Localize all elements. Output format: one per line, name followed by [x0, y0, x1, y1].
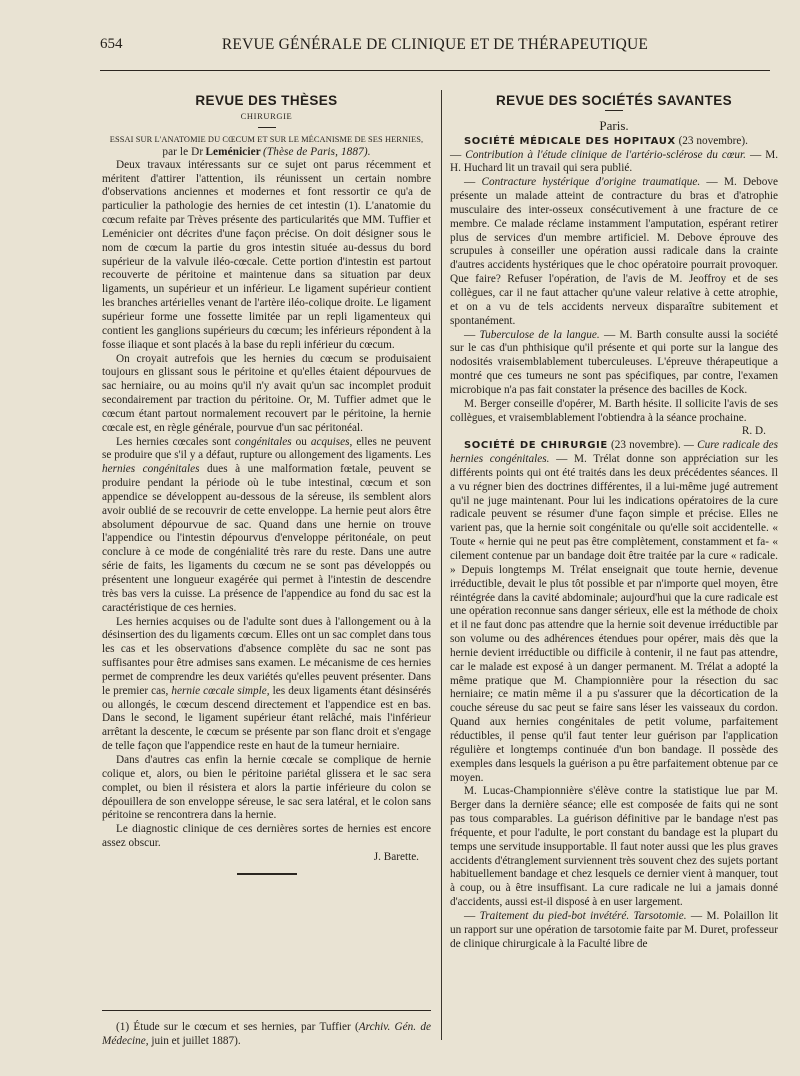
- article-signature: J. Barette.: [373, 850, 419, 863]
- article-end-mark: [237, 873, 297, 875]
- article-title: ESSAI SUR L'ANATOMIE DU CŒCUM ET SUR LE MÉCANISME DE SES HERNIES,: [109, 134, 424, 144]
- paragraph: — Tuberculose de la langue. — M. Barth consulte aussi la société sur le cas d'un phthisique qu'il présente et qui porte sur la langue des nodosités vraisemblablement tuberculeuses. L'épreuve thérapeutique a montré que ces tumeurs ne sont pas spécifiques, par contre, l'examen microbique n'a pas fait constater la présence des bacilles de Kock.: [450, 328, 779, 396]
- running-title: REVUE GÉNÉRALE DE CLINIQUE ET DE THÉRAPEUTIQUE: [221, 36, 649, 53]
- paragraph: — Contribution à l'étude clinique de l'artério-sclérose du cœur. — M. H. Huchard lit un travail qui sera publié.: [450, 148, 779, 175]
- paragraph: Deux travaux intéressants sur ce sujet ont parus récemment et méritent d'attirer l'attention, ils réunissent un certain nombre d'observations anciennes et modernes et font ressortir ce qu'a de particulier la pathologie des hernies de cet intestin (1). L'anatomie du cœcum refaite par Trèves présente des particularités que MM. Tuffier et Leménicier ont décrites d'une façon précise. On doit désigner sous le nom de cœcum la partie du gros intestin située au-dessus du bord supérieur de la valvule iléo-cœcale. Cette portion d'intestin est partout recouverte de péritoine et maintenue dans sa situation par deux ligaments, un supérieur et un inférieur. Le ligament supérieur contient les branches artérielles venant de l'artère iléo-colique droite. Le ligament supérieur forme une fossette limitée par un repli ligamenteux qui contient les ganglions supérieurs du cœcum; les inférieurs répondent à la fosse iliaque et sont placés à la base du repli inférieur du cœcum.: [102, 158, 431, 351]
- right-column: [450, 86, 778, 951]
- header-rule: [100, 70, 770, 71]
- section-subtitle: CHIRURGIE: [240, 110, 293, 121]
- paragraph: — Contracture hystérique d'origine traumatique. — M. Debove présente un malade atteint de contracture du bras et d'atrophie musculaire des inter-osseux consécutivement à une fracture de ce membre. Ce malade réclame instamment l'amputation, espérant retirer plus de services d'un membre artificiel. M. Debove éprouve des scrupules à conseiller une opération aussi radicale dans la crainte d'autres accidents hystériques que le choc opératoire pourrait provoquer. Que faire? Refuser l'opération, de l'avis de M. Jeoffroy et de ses collègues, car il ne faut attacher qu'une valeur relative à cette atrophie, et on a vu de tels accidents nerveux disparaître subitement et spontanément.: [450, 176, 779, 327]
- report-signature: R. D.: [741, 425, 766, 438]
- paragraph: — Traitement du pied-bot invétéré. Tarsotomie. — M. Polaillon lit un rapport sur une opération de tarsotomie faite par M. Duret, professeur de clinique chirurgicale à la Faculté libre de: [450, 909, 778, 950]
- paragraph: M. Berger conseille d'opérer, M. Barth hésite. Il sollicite l'avis de ses collègues, et vraisemblablement l'obtiendra à la séance prochaine.: [450, 397, 778, 424]
- section-dash: [605, 110, 623, 111]
- footnote: (1) Étude sur le cœcum et ses hernies, par Tuffier (Archiv. Gén. de Médecine, juin et juillet 1887).: [102, 1021, 431, 1047]
- page-number: 654: [100, 36, 123, 52]
- paragraph: M. Lucas-Championnière s'élève contre la statistique lue par M. Berger dans la dernière séance; elle est composée de faits qui ne sont pas tous comparables. La guérison définitive par le bandage n'est pas fréquente, et pour l'adulte, le port constant du bandage est la plupart du temps une servitude insupportable. Il faut noter aussi que les plus graves accidents d'étranglement surviennent très souvent chez des sujets portant habituellement bandage et chez lesquels ce dernier vient à manquer, tout à coup, ou à être insuffisant. La cure radicale ne lui a jamais donné d'accidents, aussi est-il disposé à en user largement.: [450, 785, 778, 909]
- left-column: [102, 86, 431, 885]
- paragraph: Les hernies cœcales sont congénitales ou acquises, elles ne peuvent se produire que s'il y a défaut, rupture ou allongement des ligaments. Les hernies congénitales dues à une malformation fœtale, peuvent se produire pendant la période où le tube intestinal, cœcum et son appendice se développent au-dessous de la séreuse, ils semblent alors avoir oublié de se recouvrir de cette enveloppe. La hernie peut alors être absolument dépourvue de sac. Quand dans une hernie on trouve l'appendice ou l'intestin dépourvus d'enveloppe péritonéale, on peut conclure à ce mode de congénialité très rare du reste. Dans une autre série de faits, les ligaments du cœcum ne se sont pas développés ou présentent une longueur exagérée qui permet à l'intestin de descendre très bas vers la cuisse. La présence de l'appendice au fond du sac est la caractéristique de ces hernies.: [102, 435, 432, 614]
- society-heading: SOCIÉTÉ DE CHIRURGIE (23 novembre). — Cure radicale des hernies congénitales. — M. Trélat donne son appréciation sur les différents points qui ont été traités dans les deux précédentes séances. Il a vu régner bien des doctrines différentes, il a lui-même jugé autrement qu'il ne juge maintenant. Pour lui les indications opératoires de la cure radicale peuvent se résumer d'une façon simple et précise. Elles ne varient pas, que la hernie soit congénitale ou qu'elle soit accidentelle. « Toute « hernie qui ne peut pas être complètement, constamment et fa- « cilement contenue par un bandage doit être traitée par la cure « radicale. » Depuis longtemps M. Trélat enseignait que toute hernie, devenue irréductible, devait le plus tôt possible et par n'importe quel moyen, être réintégrée dans la cavité abdominale; aujourd'hui que la cure radicale est une opération reconnue sans danger sérieux, elle est la méthode de choix et il ne faut donc pas attendre que la hernie soit devenue irréductible par son volume ou des adhérences étendues pour opérer, mais dès que la hernie devient irréductible ou difficile à contenir, il ne faut pas attendre, car le malade est exposé à un danger permanent. M. Trélat a adopté la même pratique que M. Championnière pour la résection du sac herniaire; ce matin même il a pu s'assurer que la décortication de la couche séreuse du sac peut se faire sans léser les vaisseaux du cordon. Quand aux hernies congénitales de petit volume, parfaitement réductibles, il pense qu'il faut tenter leur guérison par l'application régulière et longtemps continuée d'un bon bandage. Il possède des exemples dans lesquels la guérison a pu être parfaitement obtenue par ce moyen.: [450, 439, 779, 784]
- section-title-societes: REVUE DES SOCIÉTÉS SAVANTES: [495, 93, 733, 108]
- byline-prefix: par le Dr: [162, 145, 204, 158]
- running-header: [100, 36, 770, 58]
- society-heading: SOCIÉTÉ MÉDICALE DES HOPITAUX (23 novembre).: [464, 134, 748, 147]
- article-heading: [102, 134, 431, 159]
- paragraph: Les hernies acquises ou de l'adulte sont dues à l'allongement ou à la désinsertion des du ligaments cœcum. Elles ont un sac complet dans tous les cas et les observations d'absence complète du sac ne sont pas suffisantes pour être admises sans examen. Le mécanisme de ces hernies permet de comprendre les deux variétés qu'elles peuvent présenter. Dans le premier cas, hernie cœcale simple, les deux ligaments étant désinsérés ou allongés, le cœcum descend directement et l'appendice est en bas. Dans le second, le ligament supérieur étant relâché, mais l'inférieur arrêtant la descente, le cœcum se présente par son flanc droit et s'engage de telle façon que l'appendice reste en haut de la tumeur herniaire.: [102, 615, 432, 753]
- section-dash: [258, 127, 276, 128]
- article-author: Leménicier: [205, 145, 261, 158]
- column-divider: [441, 90, 442, 1040]
- section-title-theses: REVUE DES THÈSES: [195, 93, 338, 108]
- footnote-rule: [102, 1010, 431, 1011]
- city-heading: Paris.: [599, 117, 629, 133]
- paragraph: On croyait autrefois que les hernies du cœcum se produisaient toujours en glissant sous le péritoine et qu'elles étaient dépourvues de sac herniaire, ou au moins qu'il n'y avait qu'un sac incomplet produit secondairement par traction du péritoine. Or, M. Tuffier admet que le cœcum étant partout normalement recouvert par le péritoine, la hernie cœcale est, en règle générale, pourvue d'un sac péritonéal.: [102, 352, 431, 434]
- paragraph: Dans d'autres cas enfin la hernie cœcale se complique de hernie colique et, alors, ou bien le péritoine pariétal glissera et le sac sera complet, ou bien il résistera et alors la partie inférieure du colon se dépouillera de son enveloppe séreuse, le sac sera latéral, et le colon sans péritoine se rencontrera dans la hernie.: [102, 753, 431, 822]
- article-citation: (Thèse de Paris, 1887).: [263, 145, 371, 158]
- paragraph: Le diagnostic clinique de ces dernières sortes de hernies est encore assez obscur.: [102, 823, 431, 850]
